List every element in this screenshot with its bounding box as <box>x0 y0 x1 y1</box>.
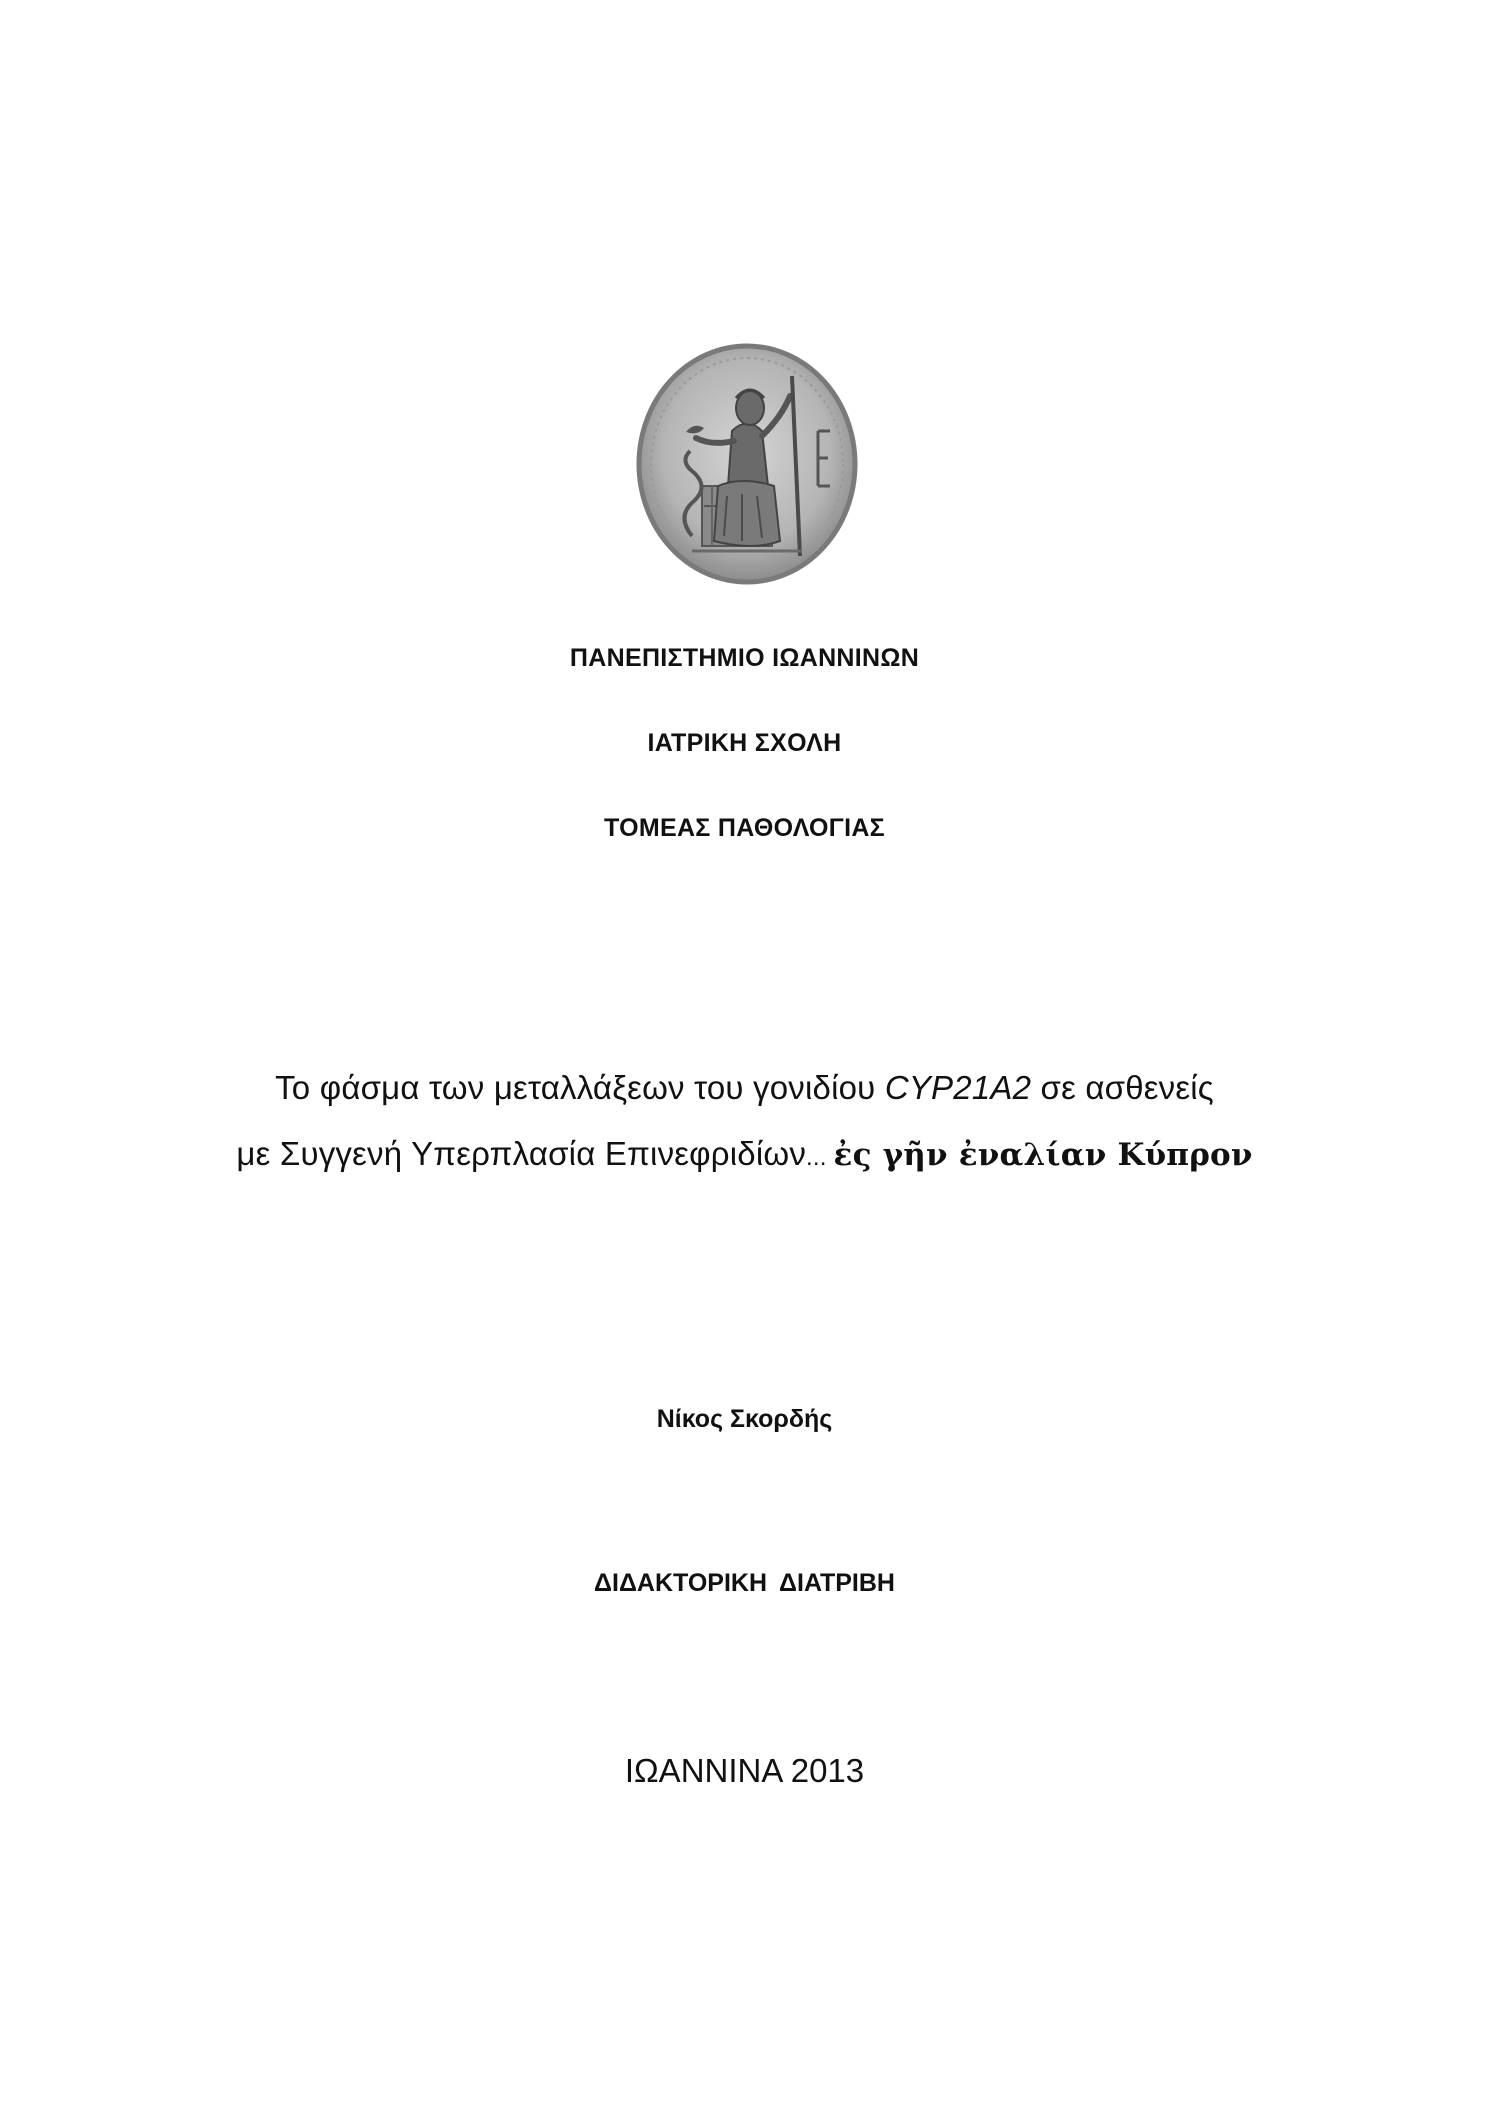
gene-name: CYP21A2 <box>884 1069 1032 1106</box>
university-name: ΠΑΝΕΠΙΣΤΗΜΙΟ ΙΩΑΝΝΙΝΩΝ <box>569 644 920 672</box>
ancient-greek-quote: ἐς γῆν ἐναλίαν Κύπρον <box>833 1137 1253 1173</box>
title-text: Το φάσμα των μεταλλάξεων του γονιδίου <box>275 1069 885 1106</box>
department-name: ΤΟΜΕΑΣ ΠΑΘΟΛΟΓΙΑΣ <box>603 814 885 842</box>
title-ellipsis: ... <box>806 1144 834 1171</box>
title-text: με Συγγενή Υπερπλασία Επινεφριδίων <box>236 1135 807 1172</box>
author-name: Νίκος Σκορδής <box>656 1405 833 1433</box>
school-name: ΙΑΤΡΙΚΗ ΣΧΟΛΗ <box>647 729 842 757</box>
thesis-title-line-1 <box>0 1069 1489 1107</box>
place-and-year: ΙΩΑΝΝΙΝΑ 2013 <box>624 1752 865 1789</box>
thesis-type: ΔΙΔΑΚΤΟΡΙΚΗ ΔΙΑΤΡΙΒΗ <box>594 1569 895 1597</box>
ancient-coin-seal-icon <box>632 336 862 596</box>
title-text: σε ασθενείς <box>1031 1069 1214 1106</box>
thesis-title-line-2 <box>0 1135 1489 1173</box>
